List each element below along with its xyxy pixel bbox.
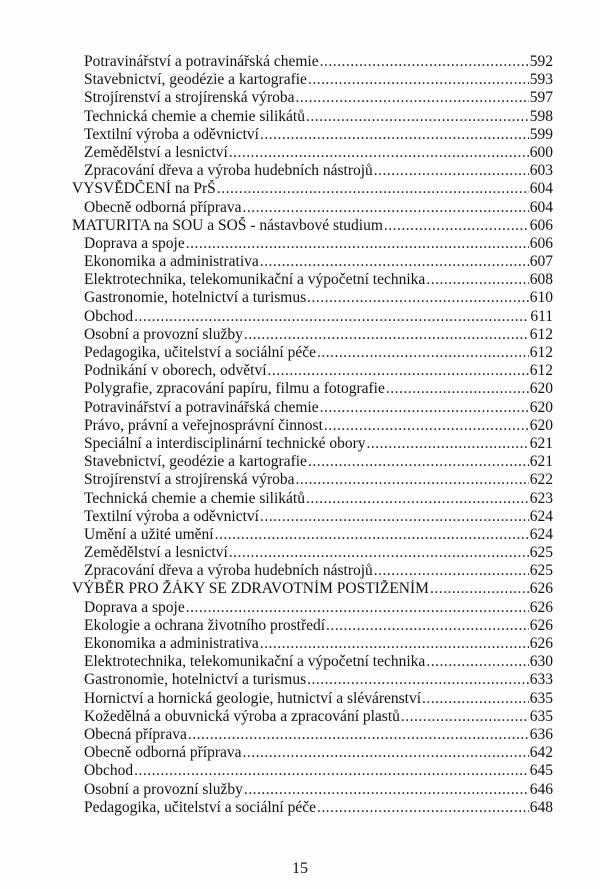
toc-entry-page: 593 [529, 71, 553, 89]
dot-leader [430, 580, 529, 598]
dot-leader [374, 562, 529, 580]
toc-entry-page: 635 [529, 689, 553, 707]
toc-entry-page: 611 [530, 307, 553, 325]
toc-entry [72, 380, 553, 398]
dot-leader [374, 162, 529, 180]
toc-entry-title: Potravinářství a potravinářská chemie [84, 53, 319, 70]
dot-leader [244, 326, 529, 344]
dot-leader [296, 471, 529, 489]
toc-entry [72, 653, 553, 671]
toc-entry [72, 199, 553, 217]
toc-entry-title: Technická chemie a chemie silikátů [84, 107, 305, 125]
toc-entry-page: 626 [529, 635, 553, 652]
toc-entry-page: 598 [529, 107, 553, 125]
toc-entry-title: Osobní a provozní služby [84, 325, 243, 343]
toc-entry-title: Strojírenství a strojírenská výroba [84, 89, 295, 107]
toc-entry [72, 253, 553, 271]
dot-leader [426, 653, 528, 671]
toc-entry-title: MATURITA na SOU a SOŠ - nástavbové studium [72, 216, 383, 234]
toc-entry-title: Zemědělství a lesnictví [84, 544, 228, 562]
toc-entry-title: VYSVĚDČENÍ na PrŠ [72, 180, 216, 198]
dot-leader [426, 271, 528, 289]
toc-entry-title: Obchod [84, 307, 134, 325]
dot-leader [306, 108, 529, 126]
toc-entry [72, 799, 553, 817]
toc-entry-title: Ekologie a ochrana životního prostředí [84, 616, 326, 634]
toc-entry-title: Právo, právní a veřejnosprávní činnost [84, 416, 323, 434]
dot-leader [296, 89, 529, 107]
dot-leader [268, 362, 529, 380]
page-number: 15 [292, 860, 308, 877]
toc-entry-title: Polygrafie, zpracování papíru, filmu a fotografie [84, 380, 385, 398]
toc-entry-title: Doprava a spoje [84, 234, 185, 252]
toc-entry-title: Strojírenství a strojírenská výroba [84, 471, 295, 489]
dot-leader [243, 199, 529, 217]
toc-entry-title: VÝBĚR PRO ŽÁKY SE ZDRAVOTNÍM POSTIŽENÍM [72, 580, 429, 598]
toc-entry [72, 144, 553, 162]
toc-entry-page: 621 [529, 434, 553, 452]
toc-entry-title: Pedagogika, učitelství a sociální péče [84, 344, 316, 361]
toc-entry-title: Potravinářství a potravinářská chemie [84, 398, 319, 416]
toc-entry-title: Elektrotechnika, telekomunikační a výpočetní technika [84, 271, 426, 289]
toc-section-heading [72, 180, 553, 198]
toc-entry [72, 162, 553, 180]
toc-entry-page: 623 [529, 489, 553, 507]
dot-leader [186, 599, 529, 617]
toc-section-heading [72, 580, 553, 598]
toc-entry-title: Zemědělství a lesnictví [84, 143, 228, 161]
toc-entry-page: 642 [529, 744, 553, 762]
dot-leader [134, 762, 529, 780]
toc-entry-page: 635 [529, 707, 553, 725]
toc-entry-title: Hornictví a hornická geologie, hutnictví a slévárenství [84, 689, 422, 707]
toc-entry-page: 604 [529, 198, 553, 216]
toc-entry [72, 471, 553, 489]
toc-entry-page: 645 [529, 762, 553, 780]
toc-entry-page: 636 [529, 725, 553, 743]
toc-entry [72, 399, 553, 417]
dot-leader [386, 380, 529, 398]
toc-entry [72, 362, 553, 380]
dot-leader [260, 635, 529, 653]
toc-entry-title: Podnikání v oborech, odvětví [84, 362, 267, 380]
toc-entry-page: 630 [529, 653, 553, 671]
dot-leader [367, 435, 529, 453]
toc-entry-page: 603 [529, 162, 553, 180]
toc-entry-page: 626 [529, 598, 553, 616]
toc-entry [72, 744, 553, 762]
toc-entry-title: Technická chemie a chemie silikátů [84, 489, 305, 507]
toc-entry [72, 508, 553, 526]
toc-entry-page: 612 [529, 362, 553, 380]
toc-entry-title: Obecná příprava [84, 725, 187, 743]
toc-entry [72, 635, 553, 653]
dot-leader [320, 399, 529, 417]
toc-entry-title: Textilní výroba a oděvnictví [84, 125, 259, 143]
toc-entry [72, 108, 553, 126]
toc-entry-title: Ekonomika a administrativa [84, 635, 259, 652]
toc-entry [72, 344, 553, 362]
toc-entry [72, 271, 553, 289]
toc-entry-page: 608 [529, 271, 553, 289]
toc-entry-page: 597 [529, 89, 553, 107]
toc-entry [72, 453, 553, 471]
dot-leader [215, 526, 529, 544]
toc-entry-title: Gastronomie, hotelnictví a turismus [84, 289, 307, 307]
toc-entry-title: Zpracování dřeva a výroba hudebních nástrojů [84, 562, 373, 580]
toc-entry-page: 607 [529, 253, 553, 271]
toc-entry-page: 606 [529, 216, 553, 234]
dot-leader [307, 289, 529, 307]
toc-entry [72, 435, 553, 453]
dot-leader [188, 726, 529, 744]
toc-entry [72, 126, 553, 144]
toc-entry-page: 621 [529, 453, 553, 471]
toc-entry [72, 308, 553, 326]
toc-entry-title: Umění a užité umění [84, 525, 214, 543]
toc-entry [72, 71, 553, 89]
toc-entry-title: Stavebnictví, geodézie a kartografie [84, 71, 307, 89]
dot-leader [260, 253, 529, 271]
dot-leader [306, 490, 529, 508]
toc-entry-page: 606 [529, 234, 553, 252]
dot-leader [308, 71, 529, 89]
dot-leader [186, 235, 529, 253]
toc-entry [72, 671, 553, 689]
dot-leader [422, 690, 529, 708]
toc-entry-title: Pedagogika, učitelství a sociální péče [84, 798, 316, 816]
toc-entry-page: 624 [529, 507, 553, 525]
toc-entry [72, 326, 553, 344]
toc-entry-page: 648 [529, 798, 553, 816]
dot-leader [401, 708, 529, 726]
dot-leader [317, 344, 529, 362]
toc-entry-page: 620 [529, 416, 553, 434]
toc-entry-page: 625 [529, 544, 553, 562]
dot-leader [260, 126, 529, 144]
toc-entry [72, 599, 553, 617]
toc-entry-title: Kožedělná a obuvnická výroba a zpracování plastů [84, 707, 400, 725]
toc-entry [72, 490, 553, 508]
toc-entry-title: Zpracování dřeva a výroba hudebních nástrojů [84, 162, 373, 180]
toc-entry [72, 708, 553, 726]
toc-entry [72, 690, 553, 708]
dot-leader [243, 744, 529, 762]
toc-entry-title: Osobní a provozní služby [84, 780, 243, 798]
dot-leader [229, 544, 529, 562]
toc-entry [72, 781, 553, 799]
toc-entry-title: Stavebnictví, geodézie a kartografie [84, 453, 307, 471]
toc-entry-title: Elektrotechnika, telekomunikační a výpočetní technika [84, 653, 426, 671]
toc-entry [72, 544, 553, 562]
toc-entry-page: 633 [529, 671, 553, 689]
dot-leader [244, 781, 529, 799]
toc-section-heading [72, 217, 553, 235]
toc-entry-page: 620 [529, 398, 553, 416]
dot-leader [320, 53, 529, 71]
toc-entry [72, 562, 553, 580]
dot-leader [317, 799, 529, 817]
toc-entry-page: 612 [529, 325, 553, 343]
toc-entry-title: Speciální a interdisciplinární technické obory [84, 434, 366, 452]
toc-entry-page: 612 [529, 344, 553, 361]
dot-leader [229, 144, 529, 162]
dot-leader [134, 308, 529, 326]
toc-entry-title: Doprava a spoje [84, 598, 185, 616]
toc-entry-page: 620 [529, 380, 553, 398]
dot-leader [324, 417, 529, 435]
toc-entry [72, 762, 553, 780]
toc-entry-title: Ekonomika a administrativa [84, 253, 259, 271]
toc-entry-title: Obecně odborná příprava [84, 744, 242, 762]
toc-entry-title: Obchod [84, 762, 134, 780]
toc-entry [72, 53, 553, 71]
toc-entry [72, 526, 553, 544]
dot-leader [217, 180, 529, 198]
dot-leader [307, 671, 529, 689]
toc-entry-page: 599 [529, 125, 553, 143]
toc-entry-page: 625 [529, 562, 553, 580]
toc-entry-page: 624 [529, 525, 553, 543]
toc-entry [72, 289, 553, 307]
toc-entry-title: Obecně odborná příprava [84, 198, 242, 216]
toc-entry-page: 600 [529, 143, 553, 161]
toc-entry-title: Textilní výroba a oděvnictví [84, 507, 259, 525]
toc-entry-page: 604 [529, 180, 553, 198]
toc-entry [72, 235, 553, 253]
dot-leader [308, 453, 529, 471]
toc-entry [72, 726, 553, 744]
toc-entry-page: 622 [529, 471, 553, 489]
toc-entry [72, 417, 553, 435]
toc-entry [72, 617, 553, 635]
table-of-contents [72, 53, 553, 817]
toc-entry-page: 610 [529, 289, 553, 307]
toc-entry [72, 89, 553, 107]
dot-leader [326, 617, 529, 635]
dot-leader [260, 508, 529, 526]
dot-leader [384, 217, 529, 235]
toc-entry-page: 626 [529, 580, 553, 598]
toc-entry-page: 646 [529, 780, 553, 798]
toc-entry-title: Gastronomie, hotelnictví a turismus [84, 671, 307, 689]
toc-entry-page: 626 [529, 616, 553, 634]
toc-entry-page: 592 [529, 53, 553, 70]
